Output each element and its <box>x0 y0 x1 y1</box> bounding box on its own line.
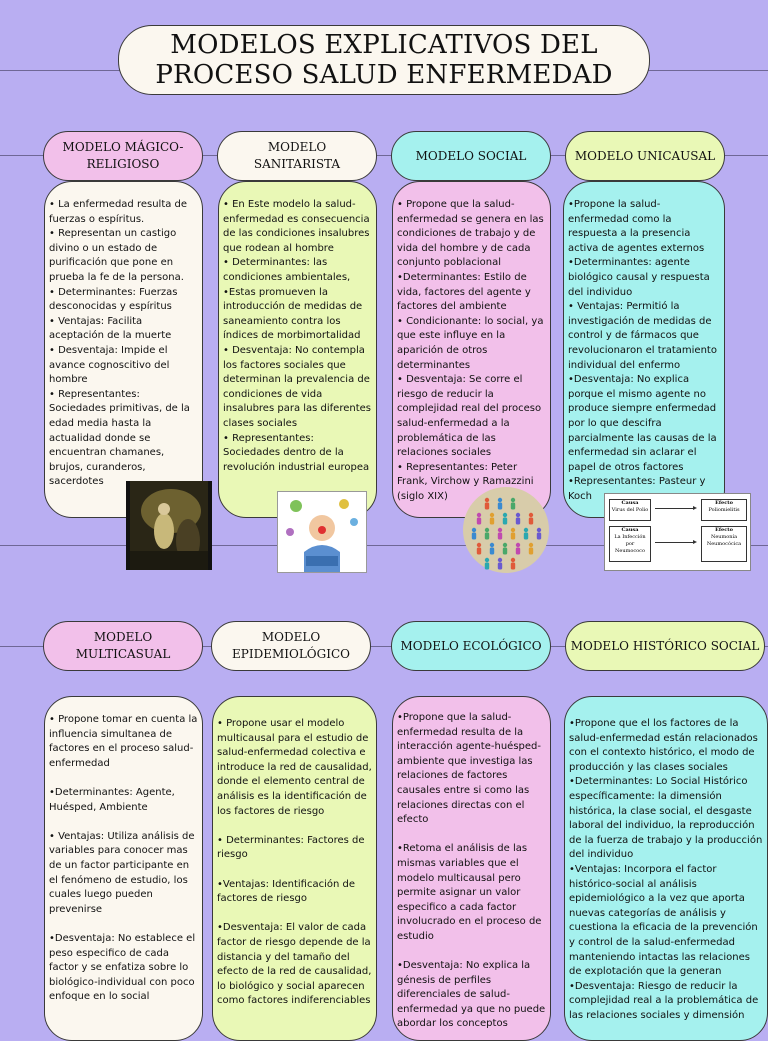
cause-box-2 <box>609 526 651 562</box>
model-text: • Ventajas: Utiliza análisis de variables para conocer mas de un factor participante en el fenómeno de estudio, los cuales luego pueden prevenirse <box>49 830 195 915</box>
model-text: • La enfermedad resulta de fuerzas o espíritus. <box>49 199 188 225</box>
sick-person-image <box>277 491 367 573</box>
model-text: • Determinantes: Factores de riesgo <box>217 834 365 861</box>
model-title-social: MODELO SOCIAL <box>391 131 551 181</box>
model-text: • Representantes: Peter Frank, Virchow y Ramazzini (siglo XIX) <box>397 461 534 502</box>
arrow-head-2 <box>693 540 697 544</box>
model-text: • Condicionante: lo social, ya que este influye en la aparición de otros determinantes <box>397 315 544 371</box>
effect-text-1: Poliomielitis <box>708 507 740 513</box>
model-text: •Desventaja: El valor de cada factor de riesgo depende de la distancia y del tamaño del efecto de la red de causalidad, lo biológico y social aparecen como factores indiferenciables <box>217 922 372 1007</box>
model-text: • Representan un castigo divino o un estado de purificación que pone en prueba la fe de la persona. <box>49 228 184 283</box>
model-text: •Determinantes: Estilo de vida, factores del agente y factores del ambiente <box>397 271 531 313</box>
model-title-ecologico: MODELO ECOLÓGICO <box>391 621 551 671</box>
model-text: • Ventajas: Facilita aceptación de la muerte <box>49 315 172 342</box>
model-text: •Estas promueven la introducción de medidas de saneamiento contra los índices de morbimortalidad <box>223 286 363 342</box>
model-text: •Determinantes: Lo Social Histórico específicamente: la dimensión histórica, la clase social, el desgaste laboral del individuo, la reproducción de la fuerza de trabajo y la producción del individuo <box>569 776 763 861</box>
model-text: • Propone que la salud-enfermedad se genera en las condiciones de trabajo y de vida del hombre y de cada conjunto poblacional <box>397 199 544 269</box>
model-text: •Desventaja: No explica porque el mismo agente no produce siempre enfermedad por lo que descifra parcialmente las causas de la enfermedad sin aclarar el papel de otros factores <box>568 374 717 473</box>
model-text: •Propone la salud-enfermedad como la respuesta a la presencia activa de agentes externos <box>568 199 705 254</box>
model-title-historico-social: MODELO HISTÓRICO SOCIAL <box>565 621 765 671</box>
model-title-unicausal: MODELO UNICAUSAL <box>565 131 725 181</box>
model-text: •Determinantes: Agente, Huésped, Ambiente <box>49 786 175 813</box>
model-title-epidemiologico: MODELO EPIDEMIOLÓGICO <box>211 621 371 671</box>
model-text: • Determinantes: las condiciones ambientales, <box>223 257 351 283</box>
model-box-magico-religioso <box>44 181 203 518</box>
effect-text-2: Neumonía Neumocócica <box>706 534 742 547</box>
arrow-2 <box>655 542 695 543</box>
model-box-social <box>392 181 551 518</box>
model-text: •Ventajas: Identificación de factores de riesgo <box>217 878 355 905</box>
model-text: •Ventajas: Incorpora el factor histórico-social al análisis epidemiológico a la vez que aporta nuevas categorías de análisis y cuestiona la eficacia de la prevención y control de la salud-enfermedad manteniendo intactas las relaciones de explotación que la generan <box>569 863 758 978</box>
model-box-unicausal <box>563 181 725 518</box>
model-text: • Desventaja: Impide el avance cognoscitivo del hombre <box>49 344 170 386</box>
model-text: • Ventajas: Permitió la investigación de medidas de control y de fármacos que revolucionaron el tratamiento individual del enfermo <box>568 301 717 371</box>
model-text: • Representantes: Sociedades dentro de la revolución industrial europea <box>223 432 370 473</box>
model-text: •Desventaja: No establece el peso especifico de cada factor y se enfatiza sobre lo biológico-individual con poco enfoque en lo social <box>49 932 196 1003</box>
main-title-line2: PROCESO SALUD ENFERMEDAD <box>155 60 613 90</box>
arrow-head-1 <box>693 506 697 510</box>
model-title-sanitarista: MODELO SANITARISTA <box>217 131 377 181</box>
model-text: •Desventaja: No explica la génesis de perfiles diferenciales de salud-enfermedad ya que no puede abordar los conceptos <box>397 960 546 1030</box>
model-text: •Retoma el análisis de las mismas variables que el modelo multicausal pero permite asignar un valor especifico a cada factor involucrado en el proceso de estudio <box>397 843 542 942</box>
cause-effect-diagram <box>604 493 751 571</box>
model-box-multicasual <box>44 696 203 1041</box>
cause-text-1: Virus del Polio <box>611 507 649 513</box>
model-text: •Propone que el los factores de la salud-enfermedad están relacionados con el contexto histórico, el modo de producción y las clases sociales <box>569 718 758 773</box>
model-title-multicasual: MODELO MULTICASUAL <box>43 621 203 671</box>
painting-image <box>126 481 212 570</box>
main-title <box>118 25 650 95</box>
main-title-line1: MODELOS EXPLICATIVOS DEL <box>170 30 598 60</box>
model-box-historico-social <box>564 696 768 1041</box>
cause-box-1 <box>609 499 651 521</box>
model-text: • Propone tomar en cuenta la influencia simultanea de factores en el proceso salud-enfermedad <box>49 714 198 769</box>
model-text: •Desventaja: Riesgo de reducir la complejidad real a la problemática de las relaciones sociales y dimensión <box>569 980 759 1021</box>
model-text: • En Este modelo la salud-enfermedad es consecuencia de las condiciones insalubres que rodean al hombre <box>223 199 370 254</box>
model-text: • Desventaja: Se corre el riesgo de reducir la complejidad real del proceso salud-enfermedad a la problemática de las relaciones sociales <box>397 374 542 459</box>
effect-box-2 <box>701 526 747 562</box>
model-box-epidemiologico <box>212 696 377 1041</box>
model-text: •Propone que la salud-enfermedad resulta de la interacción agente-huésped-ambiente que investiga las relaciones de factores causales entre si como las relaciones directas con el efecto <box>397 712 541 826</box>
model-text: • Propone usar el modelo multicausal para el estudio de salud-enfermedad colectiva e introduce la red de causalidad, donde el elemento central de análisis es la identificación de los factores de riesgo <box>217 718 372 817</box>
effect-box-1 <box>701 499 747 521</box>
model-text: •Determinantes: agente biológico causal y respuesta del individuo <box>568 257 710 298</box>
model-text: • Desventaja: No contempla los factores sociales que determinan la prevalencia de condiciones de vida insalubres para las diferentes clases sociales <box>223 344 372 429</box>
model-box-sanitarista <box>218 181 377 518</box>
model-title-magico-religioso: MODELO MÁGICO-RELIGIOSO <box>43 131 203 181</box>
population-circle-image <box>462 486 550 574</box>
cause-head-1: Causa <box>621 500 639 506</box>
arrow-1 <box>655 508 695 509</box>
model-text: •Representantes: Pasteur y Koch <box>568 476 706 502</box>
cause-text-2: La Infección por Neumococo <box>614 534 646 554</box>
cause-head-2: Causa <box>621 527 639 533</box>
model-text: • Determinantes: Fuerzas desconocidas y espíritus <box>49 286 178 313</box>
effect-head-1: Efecto <box>715 500 733 506</box>
model-text: • Representantes: Sociedades primitivas, de la edad media hasta la actualidad donde se encuentran chamanes, brujos, curanderos, sacerdotes <box>49 388 190 488</box>
model-box-ecologico <box>392 696 551 1041</box>
effect-head-2: Efecto <box>715 527 733 533</box>
